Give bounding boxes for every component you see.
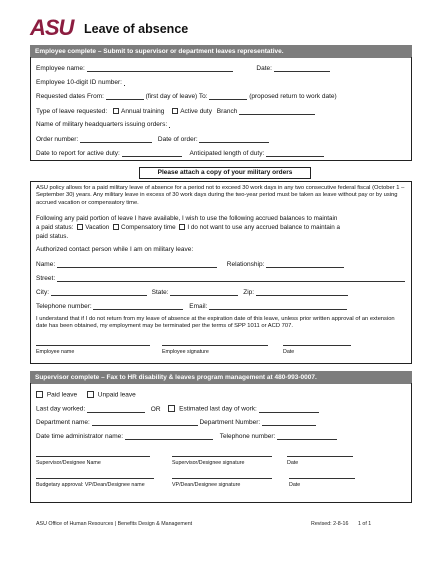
street-row — [36, 275, 405, 282]
requested-from-label: Requested dates From: — [36, 93, 104, 100]
vacation-checkbox[interactable] — [77, 224, 83, 230]
supervisor-telephone-field[interactable] — [277, 433, 337, 440]
contact-name-field[interactable] — [57, 261, 217, 268]
branch-label: Branch — [216, 108, 238, 116]
vacation-label: Vacation — [85, 224, 110, 232]
date-label: Date: — [256, 65, 272, 72]
paid-status-end-row — [36, 233, 68, 240]
email-field[interactable] — [209, 303, 347, 310]
employee-signature-label: Employee signature — [162, 349, 209, 355]
telephone-row — [36, 303, 347, 310]
report-row — [36, 150, 324, 157]
requested-dates-row — [36, 93, 337, 100]
admin-field[interactable] — [125, 433, 213, 440]
footer-page: 1 of 1 — [358, 521, 372, 527]
leave-type-row — [36, 108, 315, 115]
vp-signature-line[interactable] — [172, 478, 272, 479]
estimated-field[interactable] — [259, 406, 319, 413]
employee-name-sig-label: Employee name — [36, 349, 75, 355]
branch-field[interactable] — [239, 108, 315, 115]
employee-name-label: Employee name: — [36, 65, 85, 72]
department-number-label: Department Number: — [199, 419, 261, 426]
estimated-label: Estimated last day of work: — [179, 405, 257, 413]
supervisor-section-bar: Supervisor complete – Fax to HR disability & leaves program management at 480-993-0007. — [30, 371, 412, 384]
department-number-field[interactable] — [262, 419, 316, 426]
estimated-checkbox[interactable] — [168, 405, 175, 412]
paid-status-end: paid status. — [36, 233, 69, 240]
to-date-field[interactable] — [209, 93, 247, 100]
paid-leave-label: Paid leave — [46, 391, 78, 399]
supervisor-name-line[interactable] — [36, 456, 150, 457]
understand-text: I understand that if I do not return from my leave of absence at the expiration date of this leave, unless prior written approval of an extension date has been obtained, my employment may be terminated per the terms of SPP 1011 or ACD 707. — [36, 316, 395, 330]
following-row — [36, 215, 337, 222]
email-label: Email: — [189, 303, 208, 310]
or-label: OR — [150, 405, 161, 413]
hq-label: Name of military headquarters issuing orders: — [36, 121, 168, 128]
employee-section-bar: Employee complete – Submit to supervisor or department leaves representative. — [30, 45, 412, 58]
report-date-label: Date to report for active duty: — [36, 150, 120, 157]
employee-name-row — [36, 65, 330, 72]
employee-id-field[interactable] — [124, 79, 125, 86]
vp-date-line[interactable] — [289, 478, 355, 479]
unpaid-leave-checkbox[interactable] — [87, 391, 94, 398]
annual-training-label: Annual training — [121, 108, 165, 116]
supervisor-signature-label: Supervisor/Designee signature — [172, 460, 245, 466]
date-of-order-label: Date of order: — [157, 136, 198, 143]
supervisor-date-label: Date — [287, 460, 299, 466]
anticipated-label: Anticipated length of duty: — [189, 150, 265, 157]
paid-leave-checkbox[interactable] — [36, 391, 43, 398]
city-row — [36, 289, 348, 296]
telephone-label: Telephone number: — [36, 303, 92, 310]
order-number-field[interactable] — [80, 136, 152, 143]
zip-label: Zip: — [243, 289, 255, 296]
footer-revised: Revised: 2-8-16 — [311, 521, 349, 527]
state-label: State: — [151, 289, 169, 296]
department-row — [36, 419, 316, 426]
zip-field[interactable] — [256, 289, 348, 296]
following-text: Following any paid portion of leave I have available, I wish to use the following accrued balances to maintain — [36, 215, 338, 222]
anticipated-field[interactable] — [266, 150, 324, 157]
asu-logo: ASU — [30, 15, 74, 40]
comp-time-label: Compensatory time — [121, 224, 176, 232]
active-duty-label: Active duty — [180, 108, 212, 116]
policy-text: ASU policy allows for a paid military leave of absence for a period not to exceed 30 work days in any two consecutive federal fiscal (October 1 – September 30) years. Any military leave in excess of 30 work days during the two-year period must be taken as leave without pay or by using accrued vacation or compensatory time. — [36, 185, 405, 206]
from-date-field[interactable] — [106, 93, 144, 100]
supervisor-telephone-label: Telephone number: — [219, 433, 276, 440]
contact-name-row — [36, 261, 344, 268]
comp-time-checkbox[interactable] — [113, 224, 119, 230]
relationship-field[interactable] — [266, 261, 344, 268]
employee-id-label: Employee 10-digit ID number: — [36, 79, 122, 86]
employee-name-field[interactable] — [87, 65, 233, 72]
employee-id-row — [36, 79, 125, 86]
department-name-field[interactable] — [92, 419, 198, 426]
report-date-field[interactable] — [122, 150, 182, 157]
first-day-label: (first day of leave) To: — [145, 93, 208, 100]
hq-field[interactable] — [169, 121, 170, 128]
street-label: Street: — [36, 275, 56, 282]
order-number-label: Order number: — [36, 136, 79, 143]
annual-training-checkbox[interactable] — [113, 108, 119, 114]
hq-row — [36, 121, 170, 128]
leave-type-label: Type of leave requested: — [36, 108, 108, 116]
telephone-field[interactable] — [93, 303, 183, 310]
vp-signature-label: VP/Dean/Designee signature — [172, 482, 241, 488]
unpaid-leave-label: Unpaid leave — [97, 391, 136, 399]
supervisor-date-line[interactable] — [287, 456, 353, 457]
relationship-label: Relationship: — [226, 261, 265, 268]
employee-name-sig-line[interactable] — [36, 345, 150, 346]
supervisor-signature-line[interactable] — [172, 456, 272, 457]
contact-label: Authorized contact person while I am on military leave: — [36, 246, 194, 253]
employee-date-line[interactable] — [283, 345, 351, 346]
active-duty-checkbox[interactable] — [172, 108, 178, 114]
city-label: City: — [36, 289, 49, 296]
no-accrued-label: I do not want to use any accrued balance to maintain a — [187, 224, 340, 232]
return-label: (proposed return to work date) — [249, 93, 337, 100]
no-accrued-checkbox[interactable] — [179, 224, 185, 230]
admin-row — [36, 433, 337, 440]
last-day-row — [36, 405, 319, 413]
admin-label: Date time administrator name: — [36, 433, 124, 440]
order-row — [36, 136, 269, 143]
employee-signature-line[interactable] — [162, 345, 268, 346]
date-of-order-field[interactable] — [199, 136, 269, 143]
date-field[interactable] — [274, 65, 330, 72]
last-day-field[interactable] — [87, 406, 145, 413]
attach-orders-notice: Please attach a copy of your military orders — [139, 167, 311, 179]
employee-date-label: Date — [283, 349, 295, 355]
last-day-label: Last day worked: — [36, 405, 86, 413]
street-field[interactable] — [57, 275, 405, 282]
budget-label: Budgetary approval: VP/Dean/Designee name — [36, 482, 145, 488]
contact-row — [36, 246, 193, 253]
budget-name-line[interactable] — [36, 478, 154, 479]
paid-status-label: a paid status: — [36, 224, 74, 232]
supervisor-name-label: Supervisor/Designee Name — [36, 460, 101, 466]
state-field[interactable] — [170, 289, 238, 296]
vp-date-label: Date — [289, 482, 301, 488]
page-title: Leave of absence — [84, 22, 189, 36]
contact-name-label: Name: — [36, 261, 56, 268]
city-field[interactable] — [51, 289, 147, 296]
department-name-label: Department name: — [36, 419, 90, 426]
paid-status-row — [36, 224, 340, 231]
footer-office: ASU Office of Human Resources | Benefits Design & Management — [36, 521, 193, 527]
leave-pay-row — [36, 391, 136, 399]
policy-box — [30, 181, 412, 364]
